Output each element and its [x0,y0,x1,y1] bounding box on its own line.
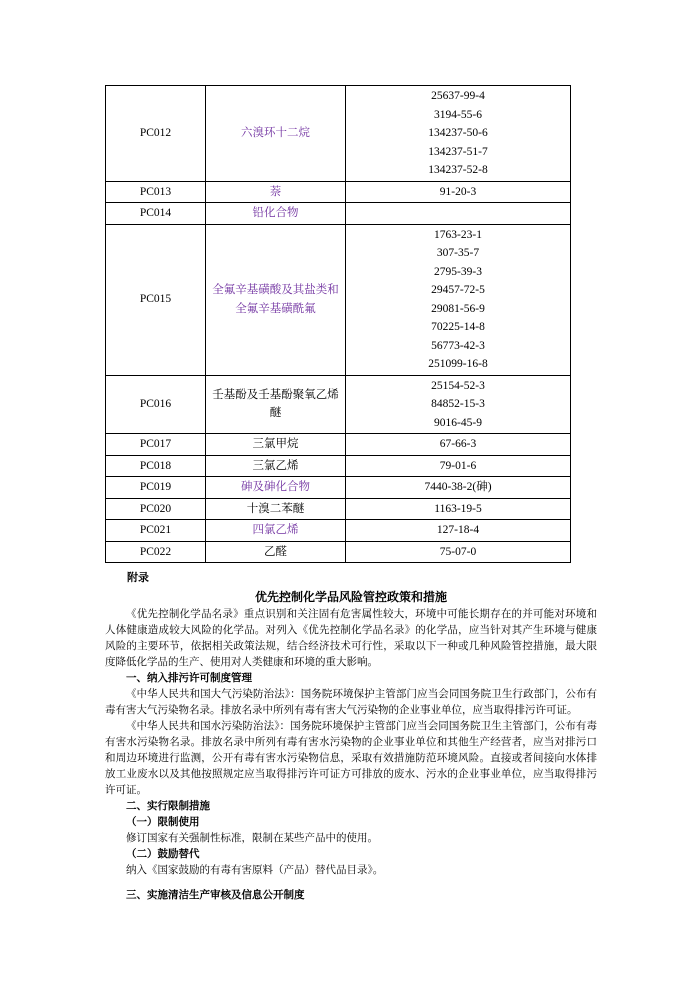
section-heading-cleaner-production: 三、实施清洁生产审核及信息公开制度 [126,890,305,901]
name-cell: 四氯乙烯 [206,520,346,542]
cas-number: 75-07-0 [439,545,477,558]
code-cell: PC014 [106,203,206,225]
name-cell: 三氯甲烷 [206,434,346,456]
table-row [106,498,571,520]
cas-number: 70225-14-8 [431,321,485,333]
cas-cell [346,498,571,520]
cas-number: 29457-72-5 [431,284,485,296]
name-cell: 萘 [206,181,346,203]
body-paragraph-intro: 《优先控制化学品名录》重点识别和关注固有危害属性较大，环境中可能长期存在的并可能对环境和人体健康造成较大风险的化学品。对列入《优先控制化学品名录》的化学品，应当针对其产生环境与健康风险的主要环节，依据相关政策法规，结合经济技术可行性，采取以下一种或几种风险管控措施，最大限度降低化学品的生产、使用对人类健康和环境的重大影响。 [105,609,597,668]
cas-cell [346,477,571,499]
cas-cell [346,181,571,203]
table-row [106,477,571,499]
cas-cell [346,375,571,434]
section-heading-permit: 一、纳入排污许可制度管理 [126,673,252,684]
name-cell: 铅化合物 [206,203,346,225]
section-heading-restriction: 二、实行限制措施 [126,801,210,812]
code-cell: PC021 [106,520,206,542]
name-cell: 乙醛 [206,541,346,563]
cas-number: 134237-52-8 [428,164,488,176]
page-title: 优先控制化学品风险管控政策和措施 [254,590,447,604]
name-cell: 三氯乙烯 [206,455,346,477]
body-paragraph-water-law: 《中华人民共和国水污染防治法》：国务院环境保护主管部门应当会同国务院卫生主管部门，公布有毒有害水污染物名录。排放名录中所列有毒有害水污染物的企业事业单位和其他生产经营者，应当对排污口和周边环境进行监测，公开有毒有害水污染物信息，采取有效措施防范环境风险。直接或者间接向水体排放工业废水以及其他按照规定应当取得排污许可证方可排放的废水、污水的企业事业单位，应当取得排污许可证。 [105,721,597,796]
name-cell: 十溴二苯醚 [206,498,346,520]
cas-number: 91-20-3 [439,185,477,198]
cas-number: 134237-51-7 [428,145,488,158]
document-content [105,85,597,904]
table-row [106,86,571,182]
cas-number: 2795-39-3 [434,265,482,278]
appendix-label: 附录 [127,572,149,584]
cas-number: 251099-16-8 [428,358,488,370]
body-paragraph-limit-use: 修订国家有关强制性标准，限制在某些产品中的使用。 [126,833,378,844]
code-cell: PC019 [106,477,206,499]
cas-number: 79-01-6 [439,459,477,472]
cas-number: 1163-19-5 [434,502,482,515]
cas-number: 67-66-3 [439,438,477,450]
table-row [106,541,571,563]
cas-number: 3194-55-6 [434,108,482,121]
section-heading-encourage-substitute: （二）鼓励替代 [126,849,200,860]
name-cell: 六溴环十二烷 [206,86,346,182]
cas-cell [346,541,571,563]
cas-number: 127-18-4 [436,524,480,536]
code-cell: PC020 [106,498,206,520]
cas-number: 7440-38-2(砷) [424,481,492,493]
code-cell: PC016 [106,375,206,434]
cas-cell [346,455,571,477]
code-cell: PC015 [106,224,206,375]
table-row [106,375,571,434]
section-heading-limit-use: （一）限制使用 [126,817,200,828]
cas-number: 29081-56-9 [431,302,485,315]
table-row [106,181,571,203]
cas-cell [346,520,571,542]
chemical-table [105,85,571,563]
code-cell: PC017 [106,434,206,456]
cas-cell [346,203,571,225]
table-row [106,434,571,456]
code-cell: PC013 [106,181,206,203]
table-row [106,224,571,375]
body-paragraph-air-law: 《中华人民共和国大气污染防治法》：国务院环境保护主管部门应当会同国务院卫生行政部门，公布有毒有害大气污染物名录。排放名录中所列有毒有害大气污染物的企业事业单位，应当取得排污许可证。 [105,689,597,716]
cas-number: 307-35-7 [436,247,480,259]
table-row [106,455,571,477]
code-cell: PC012 [106,86,206,182]
name-cell: 砷及砷化合物 [206,477,346,499]
code-cell: PC018 [106,455,206,477]
cas-number: 84852-15-3 [431,398,485,410]
cas-number: 25637-99-4 [431,90,485,102]
code-cell: PC022 [106,541,206,563]
cas-number: 56773-42-3 [431,339,485,352]
name-cell: 全氟辛基磺酸及其盐类和全氟辛基磺酰氟 [206,224,346,375]
table-row [106,520,571,542]
cas-number: 9016-45-9 [434,416,482,429]
cas-number: 25154-52-3 [431,379,485,392]
cas-number: 134237-50-6 [428,127,488,139]
cas-cell [346,434,571,456]
body-paragraph-substitute: 纳入《国家鼓励的有毒有害原料（产品）替代品目录》。 [126,865,384,876]
table-row [106,203,571,225]
name-cell: 壬基酚及壬基酚聚氧乙烯醚 [206,375,346,434]
cas-number: 1763-23-1 [434,228,482,241]
cas-cell [346,224,571,375]
cas-cell [346,86,571,182]
